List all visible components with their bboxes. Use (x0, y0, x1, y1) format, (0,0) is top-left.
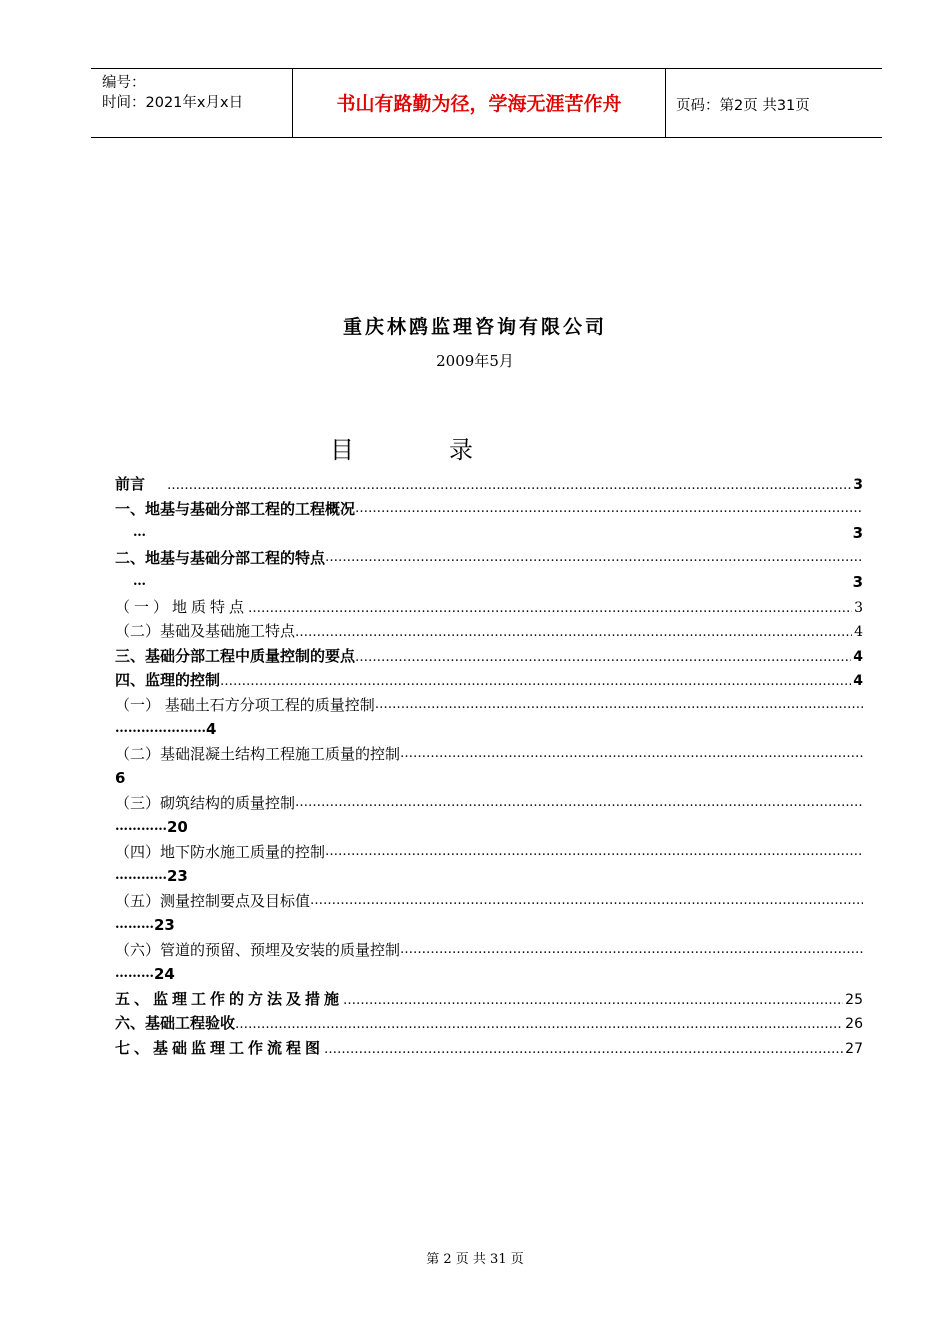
toc-entry-page: 3 (852, 524, 863, 542)
toc-entry[interactable] (115, 791, 863, 816)
toc-title (330, 430, 473, 465)
toc-entry-title: （二）基础混凝土结构工程施工质量的控制 (115, 744, 401, 763)
toc-entry[interactable] (115, 889, 863, 914)
toc-entry-title: 二、地基与基础分部工程的特点 (115, 548, 326, 567)
company-name: 重庆林鸥监理咨询有限公司 (342, 316, 607, 338)
toc-entry-title: 七、基础监理工作流程图 (115, 1038, 325, 1057)
toc-entry-page: 24 (154, 965, 175, 983)
time-label: 时间：2021年x月x日 (102, 95, 244, 111)
toc-entry-title: 六、基础工程验收 (115, 1014, 236, 1032)
toc-entry[interactable] (115, 497, 863, 522)
document-date: 2009年5月 (436, 352, 514, 370)
page-header (91, 68, 882, 138)
motto: 书山有路勤为径，学海无涯苦作舟 (336, 93, 622, 115)
toc-entry[interactable] (115, 840, 863, 865)
toc-entry[interactable] (115, 1011, 863, 1036)
toc-entry-page: 4 (853, 648, 863, 665)
toc-entry-title: 四、监理的控制 (115, 671, 221, 689)
number-label: 编号： (102, 75, 146, 91)
toc-entry-title: 前言 (115, 475, 146, 493)
toc-entry-title: （三）砌筑结构的质量控制 (115, 793, 296, 812)
toc-entry-title: （四）地下防水施工质量的控制 (115, 842, 326, 861)
toc-entry[interactable] (115, 987, 863, 1012)
toc-entry-title: （六）管道的预留、预埋及安装的质量控制 (115, 940, 401, 959)
toc-entry-title: 一、地基与基础分部工程的工程概况 (115, 499, 356, 518)
toc-entry[interactable] (115, 546, 863, 571)
toc-entry-page: 23 (154, 916, 175, 934)
toc-title-right: 录 (449, 436, 473, 464)
toc-entry[interactable] (115, 668, 863, 693)
toc-entry-page: 26 (845, 1016, 863, 1032)
toc-entry-page: 3 (853, 477, 863, 493)
page-info: 页码：第2页 共31页 (676, 98, 810, 114)
toc-entry[interactable] (115, 693, 863, 718)
toc-entry[interactable] (115, 619, 863, 644)
toc-entry[interactable] (115, 1036, 863, 1061)
table-of-contents: 前言 ………………………………………………………………………………………………………………………………………………………………………………………………………… 3 一、地基与基础分部工程的工程概况 ………………………………………………………………………………………………………………………………………………………………………………………………………… … 3 二、地基与基础分部工程的特点 ………………………………………………………………………………………………………………………………………………………………………………………………………… … 3 （一）地质特点 ………………………………………………………………………………………………………………………………………………………………………………………………………… 3 （二）基础及基础施工特点 ………………………………………………………………………………………………………………………………………………………………………………………………………… 4 三、基础分部工程中质量控制的要点 ………………………………………………………………………………………………………………………………………………………………………………………………………… 4 四、监理的控制 ………………………………………………………………………………………………………………………………………………………………………………………………………… 4 （一） 基础土石方分项工程的质量控制 ………………………………………………………………………………………………………………………………………………………………………………………………………… ………………… 4 （二）基础混凝土结构工程施工质量的控制 ………………………………………………………………………………………………………………………………………………………………………………………………………… 6 （三）砌筑结构的质量控制 ………………………………………………………………………………………………………………………………………………………………………………………………………… ………… 20 （四）地下防水施工质量的控制 ………………………………………………………………………………………………………………………………………………………………………………………………………… ………… 23 （五）测量控制要点及目标值 ………………………………………………………………………………………………………………………………………………………………………………………………………… ……… 23 （六）管道的预留、预埋及安装的质量控制 ………………………………………………………………………………………………………………………………………………………………………………………………………… ……… 24 五、监理工作的方法及措施 ………………………………………………………………………………………………………………………………………………………………………………………………………… 25 六、基础工程验收 ………………………………………………………………………………………………………………………………………………………………………………………………………… 26 七、基础监理工作流程图 ………………………………………………………………………………………………………………………………………………………………………………………………………… 27 (115, 472, 863, 1060)
header-middle-cell (293, 69, 666, 137)
toc-entry[interactable] (115, 938, 863, 963)
toc-entry[interactable] (115, 742, 863, 767)
toc-entry-page: 4 (206, 720, 217, 738)
toc-entry-page: 27 (845, 1040, 863, 1057)
toc-entry-title: （二）基础及基础施工特点 (115, 622, 296, 640)
header-right-cell (666, 69, 882, 137)
toc-entry-page: 6 (115, 769, 126, 787)
toc-entry-page: 25 (845, 991, 863, 1008)
toc-entry[interactable] (115, 595, 863, 620)
toc-title-left: 目 (330, 436, 354, 464)
toc-entry-page: 3 (852, 573, 863, 591)
toc-entry-title: 五、监理工作的方法及措施 (115, 989, 344, 1008)
toc-entry-page: 4 (853, 673, 863, 689)
toc-entry-page: 4 (854, 624, 863, 640)
toc-entry-title: （一）地质特点 (115, 597, 249, 616)
toc-entry-title: 三、基础分部工程中质量控制的要点 (115, 646, 356, 665)
toc-entry-page: 23 (167, 867, 188, 885)
header-left-cell (91, 69, 293, 137)
page-footer: 第 2 页 共 31 页 (426, 1252, 524, 1267)
toc-entry-title: （一） 基础土石方分项工程的质量控制 (115, 695, 375, 714)
toc-entry-page: 20 (167, 818, 188, 836)
toc-entry[interactable] (115, 644, 863, 669)
toc-entry-title: （五）测量控制要点及目标值 (115, 891, 311, 910)
toc-entry[interactable] (115, 472, 863, 497)
toc-entry-page: 3 (854, 599, 863, 616)
